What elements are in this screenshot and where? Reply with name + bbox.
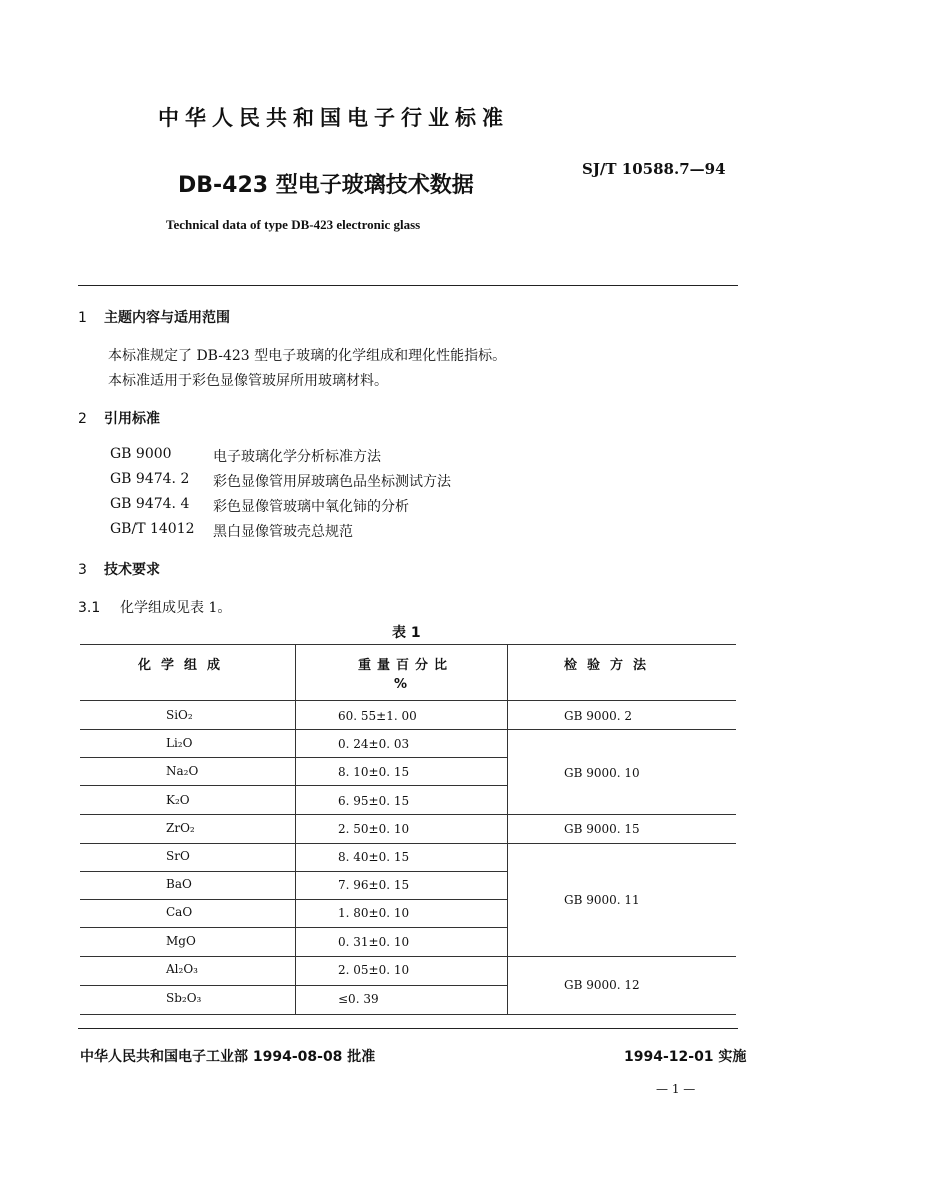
row-separator: [80, 899, 507, 900]
ref-code: GB/T 14012: [110, 521, 195, 537]
component-cell: SrO: [166, 849, 190, 863]
header-method: 检验方法: [564, 658, 657, 673]
row-separator: [80, 729, 736, 730]
component-cell: SiO₂: [166, 708, 193, 722]
page-number: — 1 —: [656, 1082, 696, 1096]
percent-cell: 2. 50±0. 10: [338, 822, 410, 836]
ref-title: 彩色显像管用屏玻璃色品坐标测试方法: [213, 474, 451, 490]
percent-cell: 7. 96±0. 15: [338, 878, 410, 892]
org-title: 中华人民共和国电子行业标准: [158, 106, 509, 130]
subsection-number: 3.1: [78, 600, 101, 616]
footer-divider: [78, 1028, 738, 1029]
standard-number: SJ/T 10588.7—94: [582, 160, 726, 178]
header-composition: 化学组成: [138, 658, 231, 673]
ref-code: GB 9000: [110, 446, 172, 462]
effective-date: 1994-12-01 实施: [624, 1049, 747, 1065]
section-number: 3: [78, 562, 87, 578]
row-separator: [80, 814, 736, 815]
header-unit: %: [394, 677, 408, 692]
row-separator: [80, 757, 507, 758]
table-caption: 表 1: [392, 625, 421, 641]
method-cell: GB 9000. 15: [564, 822, 640, 836]
method-cell: GB 9000. 2: [564, 709, 633, 723]
section-3-heading: [78, 559, 160, 579]
section-number: 1: [78, 310, 87, 326]
component-cell: BaO: [166, 877, 192, 891]
column-divider: [295, 644, 296, 1014]
column-divider: [507, 644, 508, 1014]
approval-line: 中华人民共和国电子工业部 1994-08-08 批准: [80, 1049, 376, 1065]
percent-cell: 60. 55±1. 00: [338, 709, 417, 723]
component-cell: MgO: [166, 934, 196, 948]
section-1-heading: [78, 307, 230, 327]
section-2-heading: [78, 408, 160, 428]
ref-code: GB 9474. 4: [110, 496, 190, 512]
ref-title: 彩色显像管玻璃中氧化铈的分析: [213, 499, 409, 515]
component-cell: ZrO₂: [166, 821, 195, 835]
ref-title: 电子玻璃化学分析标准方法: [213, 449, 381, 465]
header-weight-percent: 重量百分比: [358, 658, 454, 673]
row-separator: [80, 985, 507, 986]
row-separator: [80, 843, 736, 844]
percent-cell: 1. 80±0. 10: [338, 906, 410, 920]
subsection-3-1: [78, 597, 231, 617]
ref-code: GB 9474. 2: [110, 471, 190, 487]
row-separator: [80, 871, 507, 872]
percent-cell: 8. 40±0. 15: [338, 850, 410, 864]
percent-cell: 2. 05±0. 10: [338, 963, 410, 977]
row-separator: [80, 956, 736, 957]
paragraph: 本标准规定了 DB-423 型电子玻璃的化学组成和理化性能指标。: [108, 348, 507, 364]
component-cell: Sb₂O₃: [166, 991, 202, 1005]
method-cell: GB 9000. 10: [564, 766, 640, 780]
percent-cell: 8. 10±0. 15: [338, 765, 410, 779]
section-title: 主题内容与适用范围: [104, 310, 230, 326]
table-header-border: [80, 700, 736, 701]
section-title: 引用标准: [104, 411, 160, 427]
subsection-text: 化学组成见表 1。: [120, 600, 232, 616]
component-cell: CaO: [166, 905, 193, 919]
percent-cell: 0. 24±0. 03: [338, 737, 410, 751]
component-cell: K₂O: [166, 793, 190, 807]
header-divider: [78, 285, 738, 286]
doc-subtitle-en: Technical data of type DB-423 electronic glass: [166, 217, 421, 232]
row-separator: [80, 785, 507, 786]
percent-cell: 0. 31±0. 10: [338, 935, 410, 949]
section-number: 2: [78, 411, 87, 427]
component-cell: Na₂O: [166, 764, 199, 778]
table-top-border: [80, 644, 736, 645]
method-cell: GB 9000. 12: [564, 978, 640, 992]
table-bottom-border: [80, 1014, 736, 1015]
doc-title: DB-423 型电子玻璃技术数据: [178, 173, 474, 198]
percent-cell: ≤0. 39: [338, 992, 379, 1006]
method-cell: GB 9000. 11: [564, 893, 640, 907]
component-cell: Li₂O: [166, 736, 193, 750]
percent-cell: 6. 95±0. 15: [338, 794, 410, 808]
row-separator: [80, 927, 507, 928]
section-title: 技术要求: [104, 562, 160, 578]
paragraph: 本标准适用于彩色显像管玻屏所用玻璃材料。: [108, 373, 388, 389]
component-cell: Al₂O₃: [166, 962, 198, 976]
ref-title: 黑白显像管玻壳总规范: [213, 524, 353, 540]
